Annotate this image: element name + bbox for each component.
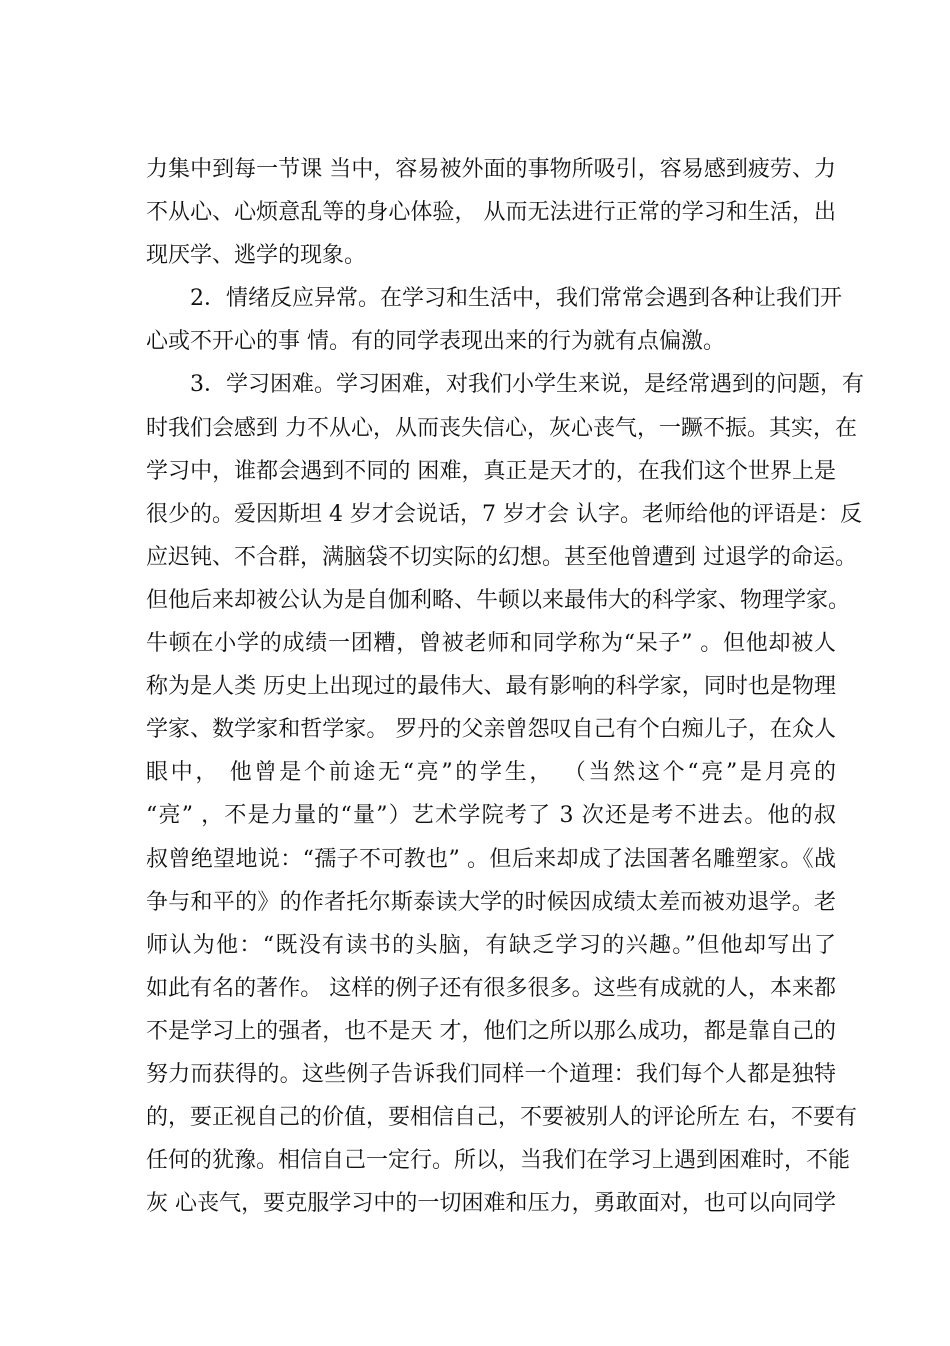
- text-line: 灰 心丧气，要克服学习中的一切困难和压力，勇敢面对，也可以向同学: [146, 1191, 836, 1217]
- text-line: 3．学习困难。学习困难，对我们小学生来说，是经常遇到的问题，有: [190, 372, 864, 398]
- text-line: 努力而获得的。这些例子告诉我们同样一个道理：我们每个人都是独特: [146, 1061, 836, 1087]
- text-line: 时我们会感到 力不从心，从而丧失信心，灰心丧气，一蹶不振。其实，在: [146, 415, 857, 441]
- text-line: 争与和平的》的作者托尔斯泰读大学的时候因成绩太差而被劝退学。老: [146, 889, 836, 915]
- text-line: 称为是人类 历史上出现过的最伟大、最有影响的科学家，同时也是物理: [146, 674, 836, 700]
- text-line: 2．情绪反应异常。在学习和生活中，我们常常会遇到各种让我们开: [190, 286, 842, 312]
- text-line: 心或不开心的事 情。有的同学表现出来的行为就有点偏激。: [146, 329, 725, 355]
- text-line: 如此有名的著作。 这样的例子还有很多很多。这些有成就的人，本来都: [146, 975, 836, 1001]
- text-line: 不从心、心烦意乱等的身心体验， 从而无法进行正常的学习和生活，出: [146, 200, 836, 226]
- text-line: 叔曾绝望地说：“孺子不可教也” 。但后来却成了法国著名雕塑家。《战: [146, 846, 836, 872]
- text-line: 但他后来却被公认为是自伽利略、牛顿以来最伟大的科学家、物理学家。: [146, 587, 851, 613]
- text-line: 学家、数学家和哲学家。 罗丹的父亲曾怨叹自己有个白痴儿子，在众人: [146, 717, 836, 743]
- text-line: 任何的犹豫。相信自己一定行。所以，当我们在学习上遇到困难时，不能: [146, 1148, 851, 1174]
- text-line: “亮” ，不是力量的“量”）艺术学院考了 3 次还是考不进去。他的叔: [146, 803, 836, 829]
- text-line: 牛顿在小学的成绩一团糟，曾被老师和同学称为“呆子” 。但他却被人: [146, 631, 836, 657]
- text-line: 现厌学、逃学的现象。: [146, 243, 367, 269]
- text-line: 的，要正视自己的价值，要相信自己，不要被别人的评论所左 右，不要有: [146, 1105, 857, 1131]
- text-line: 不是学习上的强者，也不是天 才，他们之所以那么成功，都是靠自己的: [146, 1018, 836, 1044]
- text-line: 应迟钝、不合群，满脑袋不切实际的幻想。甚至他曾遭到 过退学的命运。: [146, 544, 857, 570]
- text-line: 师认为他：“既没有读书的头脑，有缺乏学习的兴趣。”但他却写出了: [146, 932, 836, 958]
- text-line: 眼中， 他曾是个前途无“亮”的学生， （当然这个“亮”是月亮的: [146, 760, 836, 786]
- text-line: 很少的。爱因斯坦 4 岁才会说话，7 岁才会 认字。老师给他的评语是：反: [146, 501, 862, 527]
- text-line: 力集中到每一节课 当中，容易被外面的事物所吸引，容易感到疲劳、力: [146, 157, 836, 182]
- body-text: [146, 148, 864, 1225]
- text-line: 学习中，谁都会遇到不同的 困难，真正是天才的，在我们这个世界上是: [146, 458, 836, 484]
